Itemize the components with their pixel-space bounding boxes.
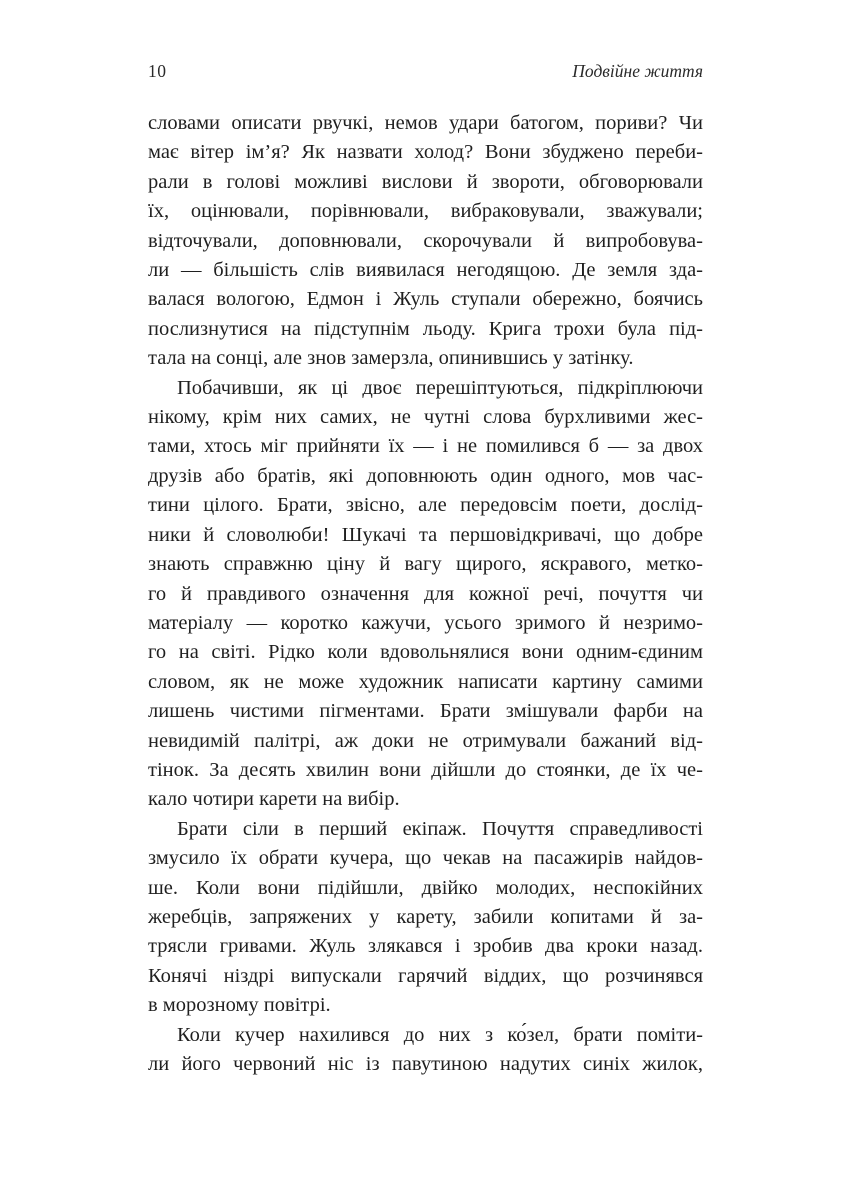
paragraph [148, 815, 703, 1021]
text-line: Коли кучер нахилився до них з ко́зел, брати поміти- [177, 1023, 703, 1046]
text-line: тами, хтось міг прийняти їх — і не помилився б — за двох [148, 435, 703, 458]
text-line: жеребців, запряжених у карету, забили копитами й за- [148, 905, 703, 928]
text-line: їх, оцінювали, порівнювали, вибраковували, зважували; [148, 200, 703, 223]
text-line: невидимій палітрі, аж доки не отримували бажаний від- [148, 729, 703, 752]
text-line: валася вологою, Едмон і Жуль ступали обережно, боячись [148, 288, 703, 311]
running-title: Подвійне життя [572, 61, 703, 81]
text-line: лишень чистими пігментами. Брати змішували фарби на [148, 700, 703, 723]
text-line: ше. Коли вони підійшли, двійко молодих, неспокійних [148, 876, 703, 899]
text-line: словом, як не може художник написати картину самими [148, 670, 703, 693]
text-line: матеріалу — коротко кажучи, усього зримого й незримо- [148, 611, 703, 634]
text-line: Побачивши, як ці двоє перешіптуються, підкріплюючи [177, 376, 703, 399]
paragraph [148, 374, 703, 815]
text-line: словами описати рвучкі, немов удари батогом, пориви? Чи [148, 112, 703, 134]
text-line: тала на сонці, але знов замерзла, опинившись у затінку. [148, 347, 634, 370]
text-line: го й правдивого означення для кожної речі, почуття чи [148, 582, 703, 605]
text-line: в морозному повітрі. [148, 994, 331, 1017]
text-line: Брати сіли в перший екіпаж. Почуття справедливості [177, 817, 703, 840]
page-number: 10 [148, 61, 167, 81]
paragraph [148, 109, 703, 374]
text-line: тини цілого. Брати, звісно, але передовсім поети, дослід- [148, 494, 703, 517]
text-line: рали в голові можливі вислови й звороти, обговорювали [148, 170, 703, 193]
text-line: має вітер ім’я? Як назвати холод? Вони збуджено переби- [148, 141, 703, 164]
text-line: ники й словолюби! Шукачі та першовідкривачі, що добре [148, 523, 703, 546]
text-line: послизнутися на підступнім льоду. Крига трохи була під- [148, 317, 703, 340]
body-text [148, 109, 703, 1079]
text-line: нікому, крім них самих, не чутні слова бурхливими жес- [148, 406, 703, 429]
text-line: кало чотири карети на вибір. [148, 788, 400, 811]
text-line: ли його червоний ніс із павутиною надутих синіх жилок, [148, 1053, 703, 1075]
text-line: трясли гривами. Жуль злякався і зробив два кроки назад. [148, 935, 703, 958]
text-line: ли — більшість слів виявилася негодящою. Де земля зда- [148, 259, 703, 282]
text-line: Конячі ніздрі випускали гарячий віддих, що розчинявся [148, 964, 703, 987]
text-line: змусило їх обрати кучера, що чекав на пасажирів найдов- [148, 847, 703, 870]
paragraph [148, 1021, 703, 1080]
text-line: знають справжню ціну й вагу щирого, яскравого, метко- [148, 553, 703, 576]
page-header [148, 61, 703, 82]
text-line: тінок. За десять хвилин вони дійшли до стоянки, де їх че- [148, 758, 703, 781]
text-line: го на світі. Рідко коли вдовольнялися вони одним-єдиним [148, 641, 703, 664]
text-line: відточували, доповнювали, скорочували й випробовува- [148, 229, 703, 252]
text-line: друзів або братів, які доповнюють один одного, мов час- [148, 464, 703, 487]
